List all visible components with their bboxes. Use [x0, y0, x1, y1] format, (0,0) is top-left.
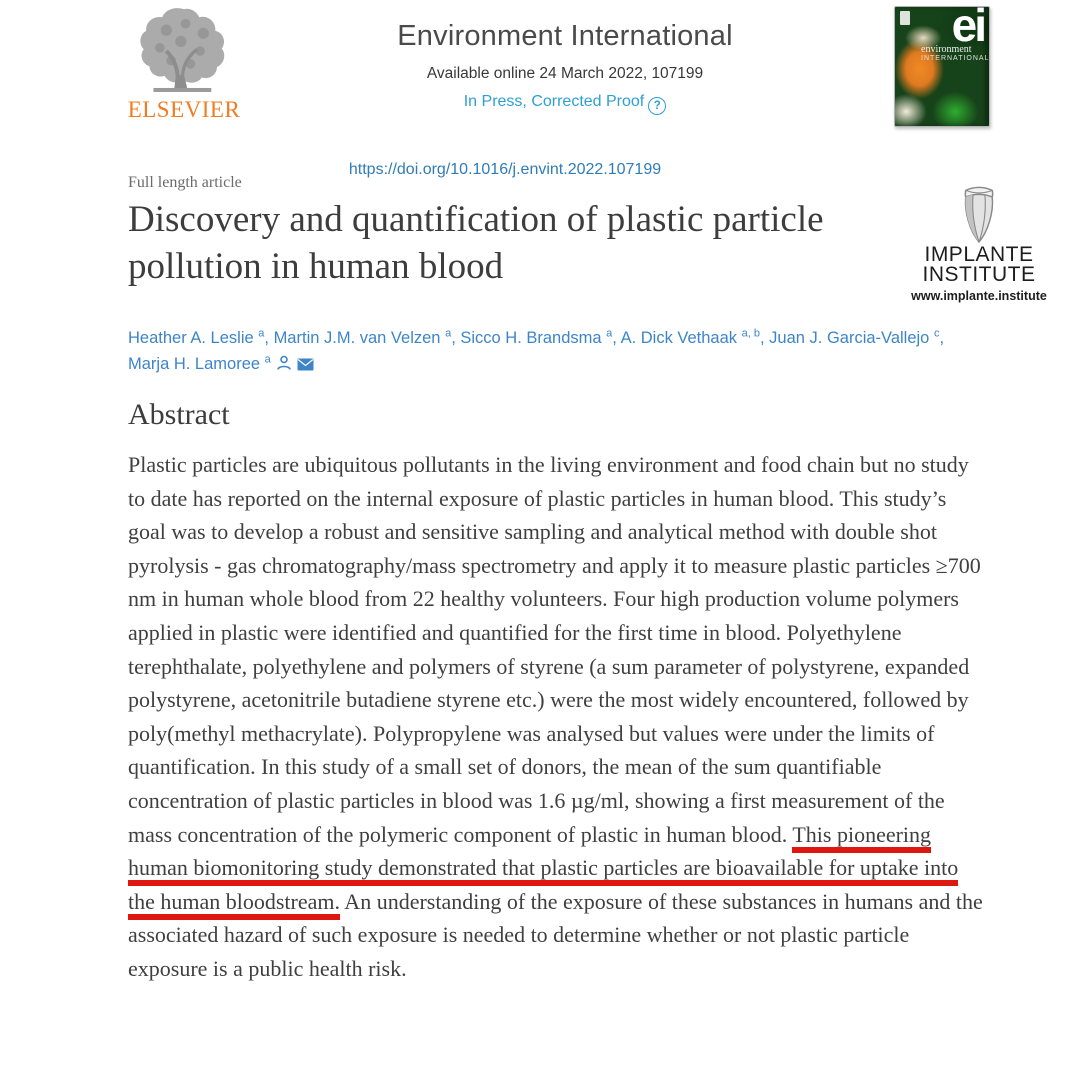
inpress-status-link[interactable]	[290, 93, 840, 115]
author-link[interactable]	[128, 355, 271, 373]
help-glyph: ?	[653, 100, 661, 112]
author-name: Juan J. Garcia-Vallejo	[769, 329, 930, 347]
author-affiliation-sup: a	[445, 327, 452, 340]
abstract-underlined-sentence: This pioneering human biomonitoring study demonstrated that plastic particles are bioavailable for uptake into the human bloodstream.	[128, 822, 958, 920]
abstract-text	[128, 448, 986, 986]
article-title	[128, 196, 958, 290]
article-title-line1: Discovery and quantification of plastic particle	[128, 199, 824, 240]
author-affiliation-sup: a	[258, 327, 265, 340]
shield-icon	[956, 183, 1002, 245]
cover-masthead: ei	[951, 0, 984, 51]
author-affiliation-sup: a	[264, 353, 271, 366]
implante-word: IMPLANTE	[924, 243, 1034, 266]
author-actions	[271, 355, 314, 373]
author-name: Heather A. Leslie	[128, 329, 254, 347]
abstract-segment: Plastic particles are ubiquitous pollutants in the living environment and food chain but no study to date has reported on the internal exposure of plastic particles in human blood. This study’s goal was to develop a robust and sensitive sampling and analytical method with double shot pyrolysis - gas chromatography/mass spectrometry and apply it to measure plastic particles ≥700 nm in human whole blood from 22 healthy volunteers. Four high production volume polymers applied in plastic were identified and quantified for the first time in blood. Polyethylene terephthalate, polyethylene and polymers of styrene (a sum parameter of polystyrene, expanded polystyrene, acetonitrile butadiene styrene etc.) were the most widely encountered, followed by poly(methyl methacrylate). Polypropylene was analysed but values were under the limits of quantification. In this study of a small set of donors, the mean of the sum quantifiable concentration of plastic particles in blood was 1.6 µg/ml, showing a first measurement of the mass concentration of the polymeric component of plastic in human blood.	[128, 452, 981, 847]
article-type-label: Full length article	[128, 174, 242, 191]
author-name: A. Dick Vethaak	[620, 329, 738, 347]
help-icon[interactable]	[648, 97, 666, 115]
author-affiliation-sup: c	[933, 327, 940, 340]
author-affiliation-sup: a, b	[741, 327, 760, 340]
author-separator: ,	[760, 329, 770, 347]
author-separator: ,	[264, 329, 274, 347]
elsevier-wordmark: ELSEVIER	[127, 97, 241, 122]
elsevier-logo[interactable]	[126, 6, 242, 123]
author-link[interactable]	[460, 329, 612, 347]
author-link[interactable]	[274, 329, 452, 347]
journal-cover-image[interactable]	[894, 0, 990, 127]
author-link[interactable]	[769, 329, 939, 347]
cover-journal-name-line2: INTERNATIONAL	[921, 55, 990, 62]
cover-journal-name-line1: environment	[921, 44, 972, 55]
implante-institute-watermark	[908, 183, 1050, 303]
author-separator: ,	[612, 329, 621, 347]
author-affiliation-sup: a	[606, 327, 613, 340]
article-title-line2: pollution in human blood	[128, 246, 504, 287]
inpress-label: In Press, Corrected Proof	[463, 93, 645, 110]
abstract-heading: Abstract	[128, 398, 230, 431]
abstract-segment: An understanding of the exposure of these substances in humans and the associated hazard of such exposure is needed to determine whether or not plastic particle exposure is a public health risk.	[128, 888, 983, 981]
implante-url: www.implante.institute	[911, 289, 1047, 303]
journal-title-link[interactable]: Environment International	[397, 20, 733, 52]
author-separator: ,	[939, 329, 945, 347]
author-separator: ,	[451, 329, 461, 347]
elsevier-tree-icon	[134, 6, 234, 96]
journal-header	[290, 20, 840, 115]
cover-mini-logo-icon	[900, 11, 910, 25]
doi-link[interactable]: https://doi.org/10.1016/j.envint.2022.107199	[348, 161, 662, 178]
institute-word: INSTITUTE	[922, 263, 1036, 286]
author-name: Martin J.M. van Velzen	[273, 329, 441, 347]
author-link[interactable]	[128, 329, 264, 347]
author-link[interactable]	[621, 329, 760, 347]
availability-text: Available online 24 March 2022, 107199	[426, 65, 704, 82]
person-icon[interactable]	[276, 355, 292, 371]
author-name: Sicco H. Brandsma	[460, 329, 602, 347]
author-list	[128, 325, 988, 377]
author-name: Marja H. Lamoree	[128, 355, 261, 373]
envelope-icon[interactable]	[297, 358, 314, 371]
